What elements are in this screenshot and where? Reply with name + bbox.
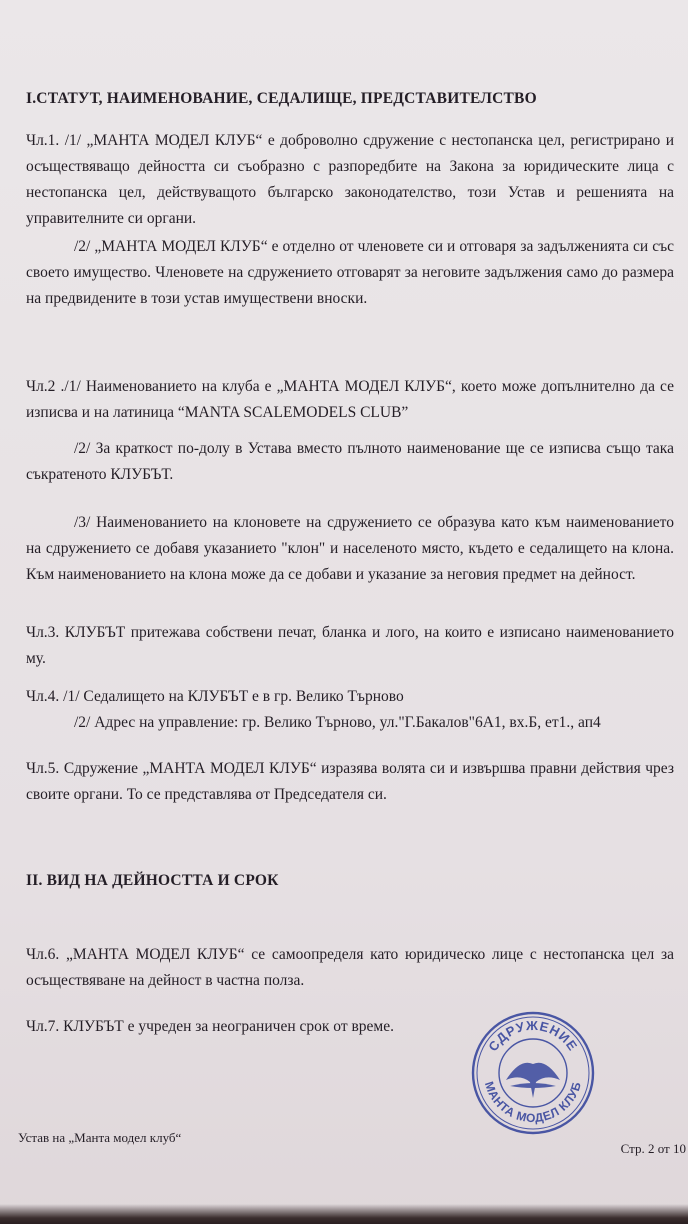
club-stamp xyxy=(470,1010,596,1136)
article-1-paragraph-1: Чл.1. /1/ „МАНТА МОДЕЛ КЛУБ“ е доброволно сдружение с нестопанска цел, регистрирано и осъществяващо дейността си съобразно с разпоредбите на Закона за юридическите лица с нестопанска цел, действуващото българско законодателство, този Устав и решенията на управителните си органи. xyxy=(26,132,674,227)
footer-page-number: Стр. 2 от 10 xyxy=(620,1141,686,1156)
section-heading-1: I.СТАТУТ, НАИМЕНОВАНИЕ, СЕДАЛИЩЕ, ПРЕДСТАВИТЕЛСТВО xyxy=(26,90,537,107)
article-3: Чл.3. КЛУБЪТ притежава собствени печат, бланка и лого, на които е изписано наименованието му. xyxy=(26,624,674,667)
stamp-top-text: СДРУЖЕНИЕ xyxy=(485,1017,581,1054)
article-2-paragraph-2: /2/ За краткост по-долу в Устава вместо пълното наименование ще се изписва също така съкратеното КЛУБЪТ. xyxy=(26,440,674,483)
article-2-paragraph-3: /3/ Наименованието на клоновете на сдружението се образува като към наименованието на сдружението се добавя указанието "клон" и населеното място, където е седалището на клона. Към наименованието на клона може да се добави и указание за неговия предмет на дейност. xyxy=(26,514,674,583)
article-5: Чл.5. Сдружение „МАНТА МОДЕЛ КЛУБ“ изразява волята си и извършва правни действия чрез своите органи. То се представлява от Председателя си. xyxy=(26,760,674,803)
manta-ray-icon xyxy=(506,1063,560,1098)
article-6: Чл.6. „МАНТА МОДЕЛ КЛУБ“ се самоопределя като юридическо лице с нестопанска цел за осъществяване на дейност в частна полза. xyxy=(26,946,674,989)
article-4-line-2: /2/ Адрес на управление: гр. Велико Търново, ул."Г.Бакалов"6А1, вх.Б, ет1., ап4 xyxy=(74,714,601,731)
article-4-line-1: Чл.4. /1/ Седалището на КЛУБЪТ е в гр. Велико Търново xyxy=(26,688,404,705)
footer-document-title: Устав на „Манта модел клуб“ xyxy=(18,1130,182,1145)
article-2-paragraph-1: Чл.2 ./1/ Наименованието на клуба е „МАНТА МОДЕЛ КЛУБ“, което може допълнително да се изписва и на латиница “MANTA SCALEMODELS CLUB” xyxy=(26,378,674,421)
article-1-paragraph-2: /2/ „МАНТА МОДЕЛ КЛУБ“ е отделно от членовете си и отговаря за задълженията си със своето имущество. Членовете на сдружението отговарят за неговите задължения само до размера на предвидените в този устав имуществени вноски. xyxy=(26,238,674,307)
bottom-edge-shadow xyxy=(0,1204,688,1224)
stamp-bottom-text: МАНТА МОДЕЛ КЛУБ xyxy=(481,1079,585,1126)
section-heading-2: II. ВИД НА ДЕЙНОСТТА И СРОК xyxy=(26,872,279,889)
article-7: Чл.7. КЛУБЪТ е учреден за неограничен срок от време. xyxy=(26,1018,394,1035)
